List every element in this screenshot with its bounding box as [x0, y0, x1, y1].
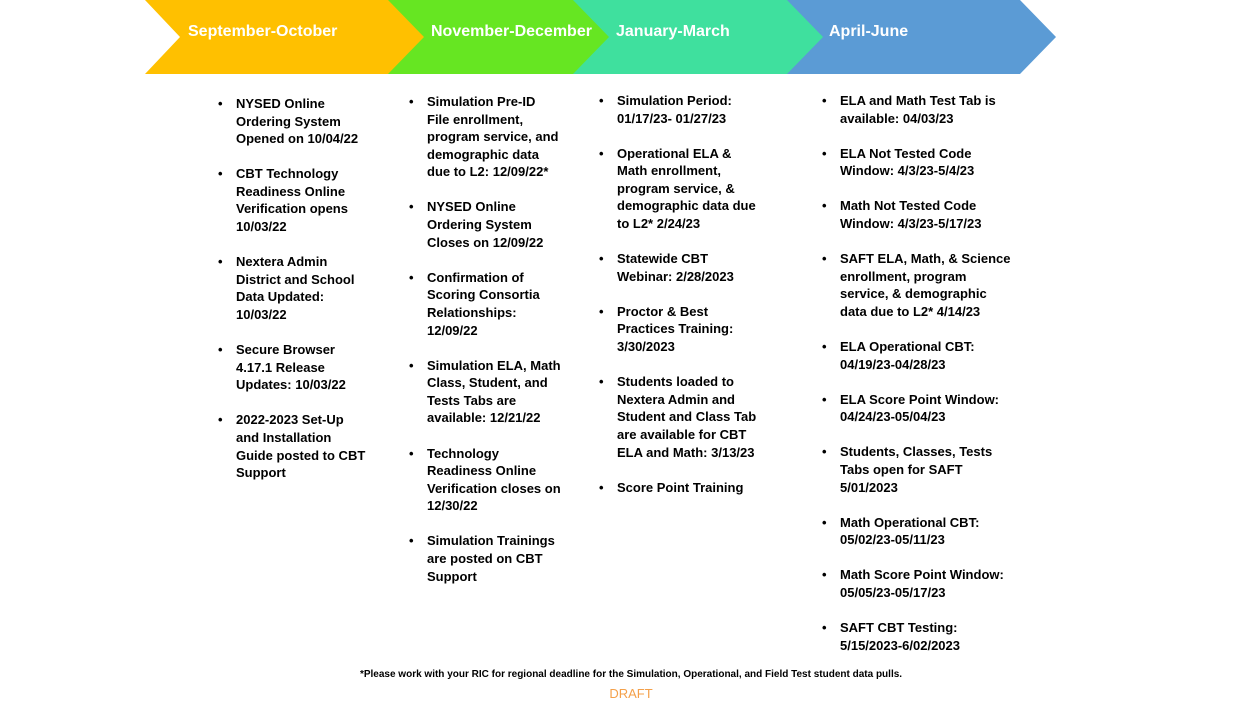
milestone-item: • Math Not Tested Code Window: 4/3/23-5/17/23 [822, 197, 1012, 232]
period-label-november-december: November-December [431, 23, 592, 40]
milestone-item: • ELA and Math Test Tab is available: 04/03/23 [822, 92, 1012, 127]
milestone-list [409, 93, 561, 585]
footnote: *Please work with your RIC for regional deadline for the Simulation, Operational, and Field Test student data pulls. [359, 669, 903, 680]
milestone-item: • ELA Score Point Window: 04/24/23-05/04/23 [822, 391, 1012, 426]
draft-watermark: DRAFT [609, 686, 653, 701]
column-september-october [218, 95, 368, 499]
chevron-april-june [787, 0, 1056, 74]
column-april-june [822, 92, 1012, 672]
period-label-september-october: September-October [188, 23, 338, 40]
milestone-item: • Simulation ELA, Math Class, Student, and Tests Tabs are available: 12/21/22 [409, 357, 561, 427]
column-january-march [599, 92, 764, 514]
period-label-january-march: January-March [616, 23, 730, 40]
milestone-item: • Technology Readiness Online Verification closes on 12/30/22 [409, 445, 561, 515]
milestone-list [599, 92, 764, 496]
milestone-list [822, 92, 1012, 654]
milestone-item: • Secure Browser 4.17.1 Release Updates: 10/03/22 [218, 341, 368, 394]
milestone-item: • ELA Operational CBT: 04/19/23-04/28/23 [822, 338, 1012, 373]
milestone-item: • NYSED Online Ordering System Opened on 10/04/22 [218, 95, 368, 148]
column-november-december [409, 93, 561, 603]
milestone-item: • ELA Not Tested Code Window: 4/3/23-5/4/23 [822, 145, 1012, 180]
milestone-item: • Score Point Training [599, 479, 764, 497]
milestone-item: • Simulation Period: 01/17/23- 01/27/23 [599, 92, 764, 127]
milestone-item: • NYSED Online Ordering System Closes on 12/09/22 [409, 198, 561, 251]
milestone-item: • SAFT CBT Testing: 5/15/2023-6/02/2023 [822, 619, 1012, 654]
milestone-item: • Students loaded to Nextera Admin and Student and Class Tab are available for CBT ELA and Math: 3/13/23 [599, 373, 764, 461]
milestone-item: • Proctor & Best Practices Training: 3/30/2023 [599, 303, 764, 356]
milestone-list [218, 95, 368, 482]
milestone-item: • SAFT ELA, Math, & Science enrollment, program service, & demographic data due to L2* 4/14/23 [822, 250, 1012, 320]
milestone-item: • Statewide CBT Webinar: 2/28/2023 [599, 250, 764, 285]
milestone-item: • Math Score Point Window: 05/05/23-05/17/23 [822, 566, 1012, 601]
milestone-item: • Students, Classes, Tests Tabs open for SAFT 5/01/2023 [822, 443, 1012, 496]
milestone-item: • Math Operational CBT: 05/02/23-05/11/23 [822, 514, 1012, 549]
milestone-item: • Simulation Pre-ID File enrollment, program service, and demographic data due to L2: 12/09/22* [409, 93, 561, 181]
milestone-item: • Confirmation of Scoring Consortia Relationships: 12/09/22 [409, 269, 561, 339]
milestone-item: • Nextera Admin District and School Data Updated: 10/03/22 [218, 253, 368, 323]
milestone-item: • 2022-2023 Set-Up and Installation Guide posted to CBT Support [218, 411, 368, 481]
milestone-item: • CBT Technology Readiness Online Verification opens 10/03/22 [218, 165, 368, 235]
milestone-item: • Simulation Trainings are posted on CBT Support [409, 532, 561, 585]
period-label-april-june: April-June [829, 23, 909, 40]
milestone-item: • Operational ELA & Math enrollment, program service, & demographic data due to L2* 2/24/23 [599, 145, 764, 233]
